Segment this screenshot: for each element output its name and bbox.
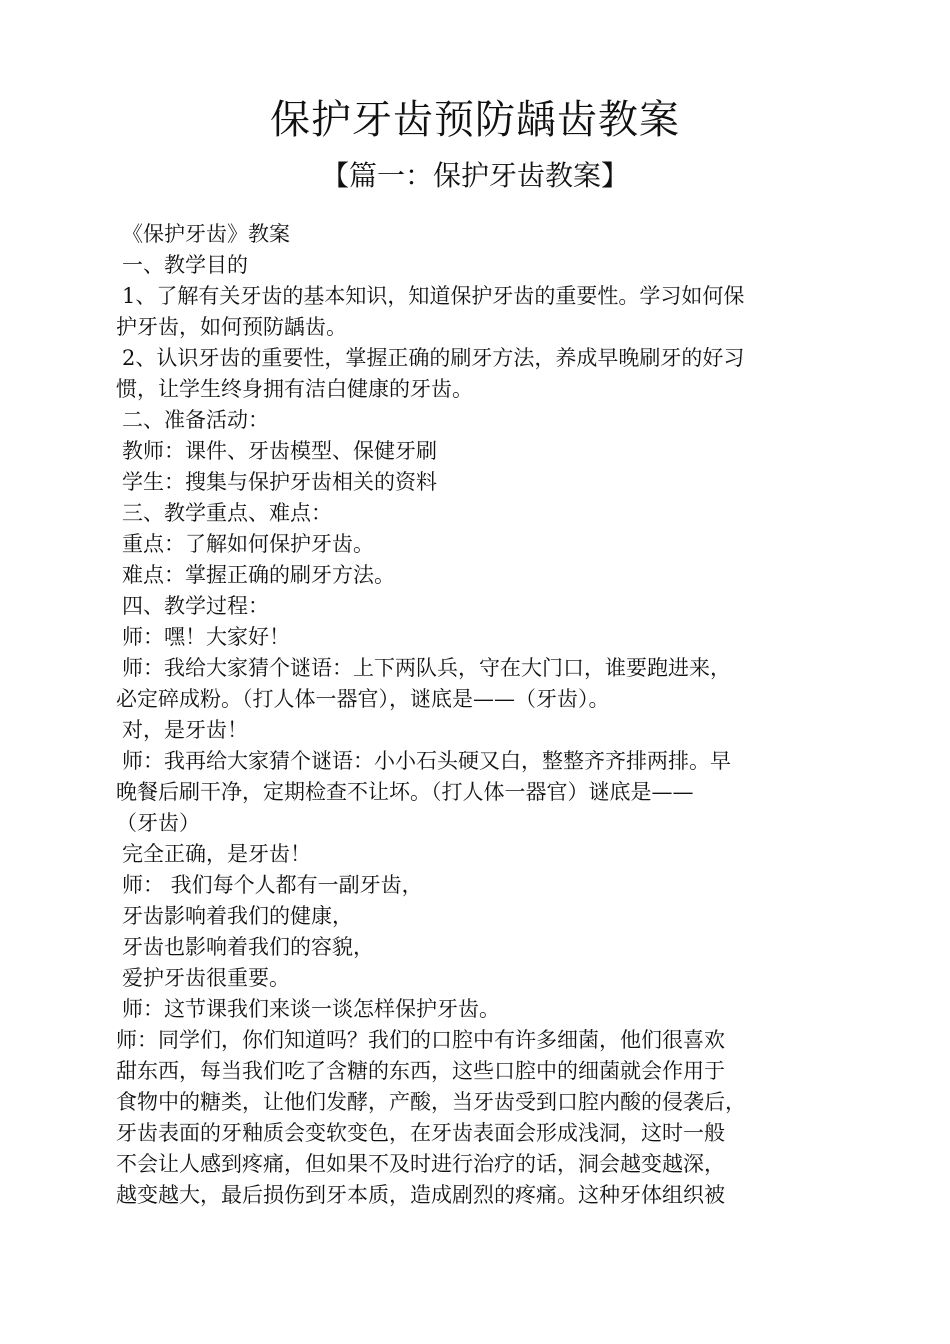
text-line: 牙齿影响着我们的健康， xyxy=(122,904,353,928)
text-line: 教师：课件、牙齿模型、保健牙刷 xyxy=(122,439,437,463)
text-line: 师： 我们每个人都有一副牙齿， xyxy=(122,873,423,897)
text-line: 2、认识牙齿的重要性，掌握正确的刷牙方法，养成早晚刷牙的好习 xyxy=(122,346,745,370)
text-line: 师：这节课我们来谈一谈怎样保护牙齿。 xyxy=(122,997,500,1021)
text-line: 晚餐后刷干净，定期检查不让坏。（打人体一器官）谜底是—— xyxy=(116,780,694,804)
text-line: 1、了解有关牙齿的基本知识，知道保护牙齿的重要性。学习如何保 xyxy=(122,284,745,308)
text-line: 学生：搜集与保护牙齿相关的资料 xyxy=(122,470,437,494)
text-line: 师：我给大家猜个谜语：上下两队兵，守在大门口，谁要跑进来， xyxy=(122,656,731,680)
text-line: 完全正确，是牙齿！ xyxy=(122,842,311,866)
text-line: 一、教学目的 xyxy=(122,253,248,277)
text-line: 对，是牙齿！ xyxy=(122,718,248,742)
text-line: 必定碎成粉。（打人体一器官），谜底是——（牙齿）。 xyxy=(116,687,610,711)
text-line: 越变越大，最后损伤到牙本质，造成剧烈的疼痛。这种牙体组织被 xyxy=(116,1183,725,1207)
text-line: 师：我再给大家猜个谜语：小小石头硬又白，整整齐齐排两排。早 xyxy=(122,749,731,773)
text-line: （牙齿） xyxy=(116,811,200,835)
text-line: 师：嘿！大家好！ xyxy=(122,625,290,649)
text-line: 《保护牙齿》教案 xyxy=(122,222,290,246)
text-line: 难点：掌握正确的刷牙方法。 xyxy=(122,563,395,587)
text-line: 师：同学们，你们知道吗？我们的口腔中有许多细菌，他们很喜欢 xyxy=(116,1028,725,1052)
text-line: 食物中的糖类，让他们发酵，产酸，当牙齿受到口腔内酸的侵袭后， xyxy=(116,1090,746,1114)
document-title: 保护牙齿预防龋齿教案 xyxy=(270,97,680,143)
text-line: 牙齿表面的牙釉质会变软变色，在牙齿表面会形成浅洞，这时一般 xyxy=(116,1121,725,1145)
body-text xyxy=(0,219,950,1211)
text-line: 牙齿也影响着我们的容貌， xyxy=(122,935,374,959)
text-line: 重点：了解如何保护牙齿。 xyxy=(122,532,374,556)
text-line: 三、教学重点、难点： xyxy=(122,501,332,525)
text-line: 甜东西，每当我们吃了含糖的东西，这些口腔中的细菌就会作用于 xyxy=(116,1059,725,1083)
text-line: 惯，让学生终身拥有洁白健康的牙齿。 xyxy=(116,377,473,401)
text-line: 护牙齿，如何预防龋齿。 xyxy=(116,315,347,339)
text-line: 不会让人感到疼痛，但如果不及时进行治疗的话，洞会越变越深， xyxy=(116,1152,725,1176)
text-line: 四、教学过程： xyxy=(122,594,269,618)
text-line: 爱护牙齿很重要。 xyxy=(122,966,290,990)
section-heading: 【篇一：保护牙齿教案】 xyxy=(320,159,629,192)
text-line: 二、准备活动： xyxy=(122,408,269,432)
